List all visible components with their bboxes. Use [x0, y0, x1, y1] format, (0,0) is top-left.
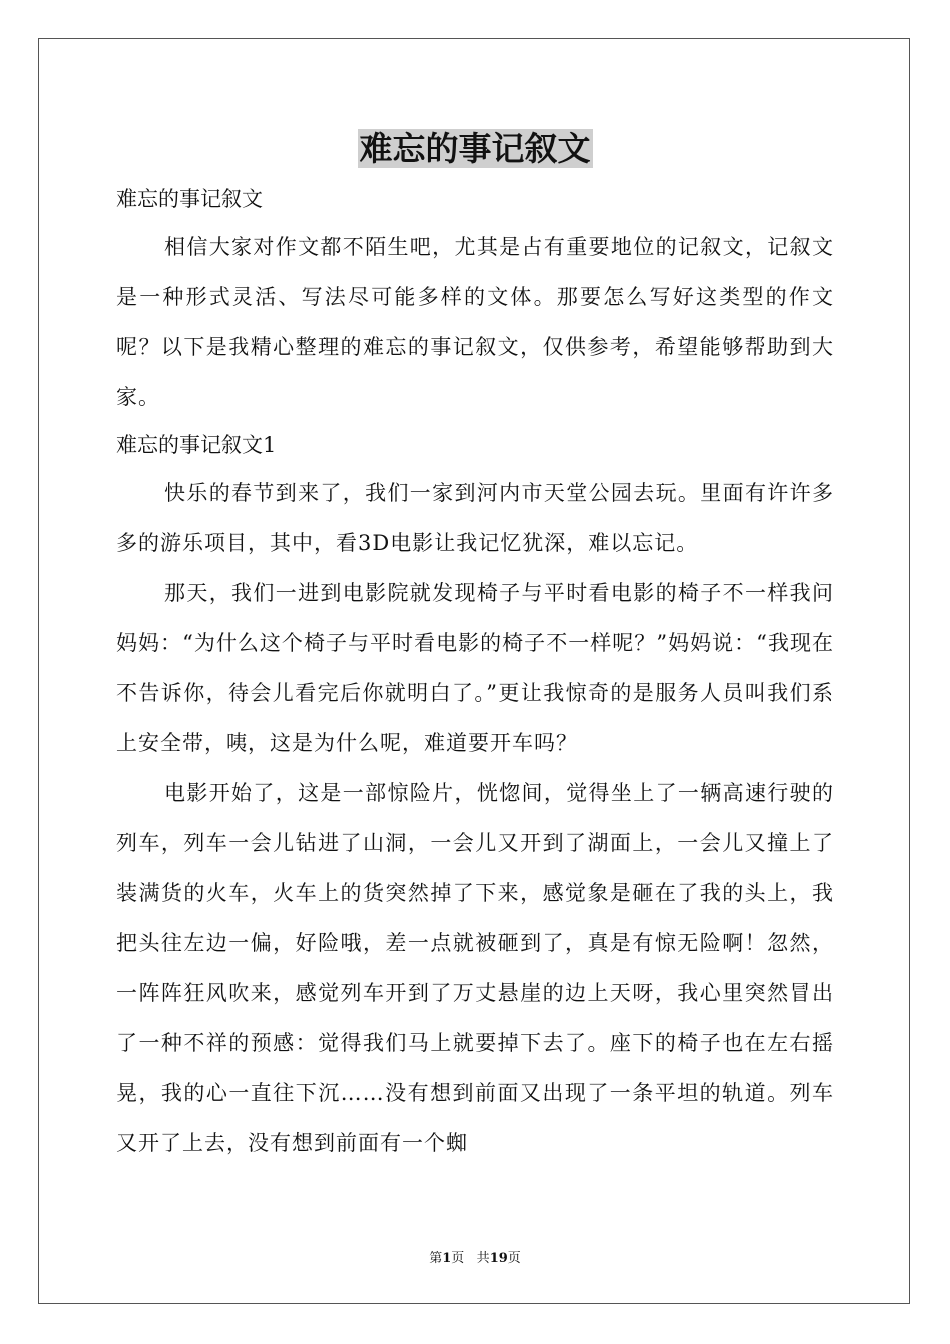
body-paragraph: 电影开始了，这是一部惊险片，恍惚间，觉得坐上了一辆高速行驶的列车，列车一会儿钻进了山洞，一会儿又开到了湖面上，一会儿又撞上了装满货的火车，火车上的货突然掉了下来，感觉象是砸在了我的头上，我把头往左边一偏，好险哦，差一点就被砸到了，真是有惊无险啊！忽然，一阵阵狂风吹来，感觉列车开到了万丈悬崖的边上天呀，我心里突然冒出了一种不祥的预感：觉得我们马上就要掉下去了。座下的椅子也在左右摇晃，我的心一直往下沉……没有想到前面又出现了一条平坦的轨道。列车又开了上去，没有想到前面有一个蜘 [116, 781, 834, 1155]
document-body [116, 176, 834, 1168]
document-title-text: 难忘的事记叙文 [359, 129, 591, 168]
intro-paragraph: 相信大家对作文都不陌生吧，尤其是占有重要地位的记叙文，记叙文是一种形式灵活、写法尽可能多样的文体。那要怎么写好这类型的作文呢？以下是我精心整理的难忘的事记叙文，仅供参考，希望能够帮助到大家。 [116, 235, 834, 409]
page-number-indicator: 第1页 [429, 1251, 465, 1266]
body-paragraph: 快乐的春节到来了，我们一家到河内市天堂公园去玩。里面有许许多多的游乐项目，其中，看3D电影让我记忆犹深，难以忘记。 [116, 481, 834, 555]
document-subtitle: 难忘的事记叙文 [116, 187, 263, 211]
page-footer [0, 1250, 950, 1268]
section-heading: 难忘的事记叙文1 [116, 433, 277, 457]
total-page-count: 19 [489, 1251, 508, 1266]
total-pages-indicator: 共19页 [476, 1251, 521, 1266]
current-page-number: 1 [442, 1251, 452, 1266]
body-paragraph: 那天，我们一进到电影院就发现椅子与平时看电影的椅子不一样我问妈妈：“为什么这个椅子与平时看电影的椅子不一样呢？”妈妈说：“我现在不告诉你，待会儿看完后你就明白了。”更让我惊奇的是服务人员叫我们系上安全带，咦，这是为什么呢，难道要开车吗？ [116, 581, 834, 755]
document-title [0, 127, 950, 171]
